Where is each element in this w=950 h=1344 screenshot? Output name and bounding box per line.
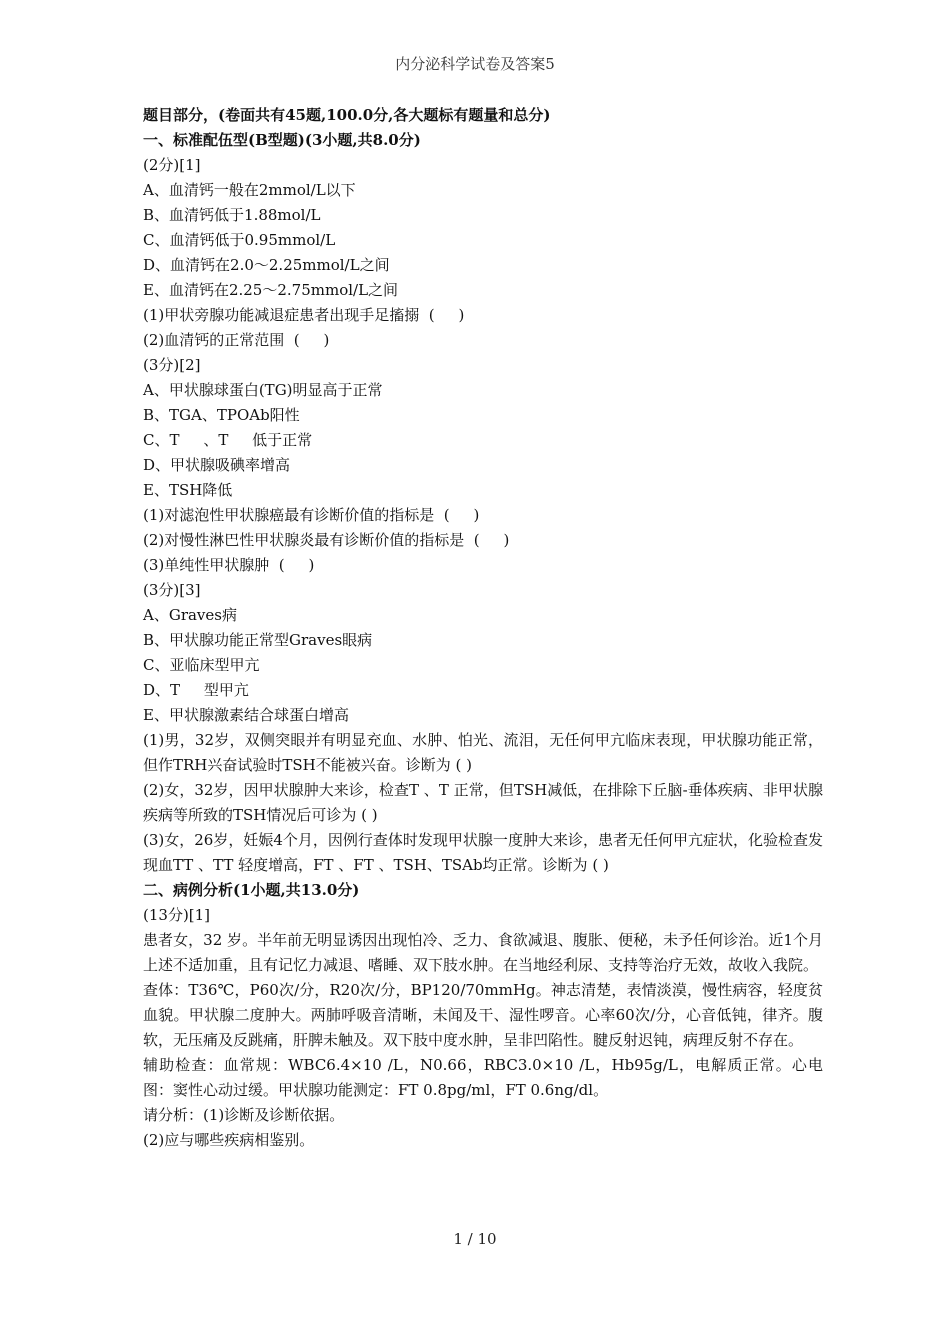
paragraph: (2)女，32岁，因甲状腺肿大来诊，检查T 、T 正常，但TSH减低，在排除下丘脑-垂体疾病、非甲状腺疾病等所致的TSH情况后可诊为 ( ) [143,781,823,824]
text-line: A、血清钙一般在2mmol/L以下 [143,181,356,199]
text-line: E、血清钙在2.25～2.75mmol/L之间 [143,281,399,299]
text-line: B、血清钙低于1.88mol/L [143,206,321,224]
text-line: B、TGA、TPOAb阳性 [143,406,300,424]
page-header: 内分泌科学试卷及答案5 [395,55,555,73]
text-line: (3分)[3] [143,581,201,599]
paragraph: (1)男，32岁，双侧突眼并有明显充血、水肿、怕光、流泪，无任何甲亢临床表现，甲状腺功能正常，但作TRH兴奋试验时TSH不能被兴奋。诊断为 ( ) [143,731,823,774]
text-line: E、TSH降低 [143,481,233,499]
text-line: (1)对滤泡性甲状腺癌最有诊断价值的指标是 ( ) [143,506,480,524]
paragraph: 患者女，32 岁。半年前无明显诱因出现怕冷、乏力、食欲减退、腹胀、便秘，未予任何诊治。近1个月上述不适加重，且有记忆力减退、嗜睡、双下肢水肿。在当地经利尿、支持等治疗无效，故收入我院。 [143,931,823,974]
text-line: (13分)[1] [143,906,211,924]
text-line: D、血清钙在2.0～2.25mmol/L之间 [143,256,390,274]
text-line: 请分析：(1)诊断及诊断依据。 [143,1106,345,1124]
section-heading: 二、病例分析(1小题,共13.0分) [143,881,360,899]
paragraph: 辅助检查：血常规：WBC6.4×10 /L，N0.66，RBC3.0×10 /L，Hb95g/L，电解质正常。心电图：窦性心动过缓。甲状腺功能测定：FT 0.8pg/ml，FT 0.6ng/dl。 [143,1056,823,1099]
text-line: (2)对慢性淋巴性甲状腺炎最有诊断价值的指标是 ( ) [143,531,510,549]
document-body [143,103,823,1153]
text-line: (1)甲状旁腺功能减退症患者出现手足搐搦 ( ) [143,306,465,324]
text-line: (2分)[1] [143,156,201,174]
section-heading: 一、标准配伍型(B型题)(3小题,共8.0分) [143,131,421,149]
text-line: (3)单纯性甲状腺肿 ( ) [143,556,315,574]
section-heading: 题目部分，(卷面共有45题,100.0分,各大题标有题量和总分) [143,106,551,124]
paragraph: (3)女，26岁，妊娠4个月，因例行查体时发现甲状腺一度肿大来诊，患者无任何甲亢症状，化验检查发现血TT 、TT 轻度增高，FT 、FT 、TSH、TSAb均正常。诊断为 ( ) [143,831,823,874]
text-line: C、亚临床型甲亢 [143,656,260,674]
text-line: (2)应与哪些疾病相鉴别。 [143,1131,315,1149]
text-line: E、甲状腺激素结合球蛋白增高 [143,706,349,724]
text-line: C、T 、T 低于正常 [143,431,313,449]
text-line: D、甲状腺吸碘率增高 [143,456,291,474]
text-line: A、Graves病 [143,606,237,624]
paragraph: 查体：T36℃，P60次/分，R20次/分，BP120/70mmHg。神志清楚，表情淡漠，慢性病容，轻度贫血貌。甲状腺二度肿大。两肺呼吸音清晰，未闻及干、湿性啰音。心率60次/分，心音低钝，律齐。腹软，无压痛及反跳痛，肝脾未触及。双下肢中度水肿，呈非凹陷性。腱反射迟钝，病理反射不存在。 [143,981,823,1049]
text-line: A、甲状腺球蛋白(TG)明显高于正常 [143,381,383,399]
text-line: D、T 型甲亢 [143,681,249,699]
page-number: 1 / 10 [453,1230,497,1248]
text-line: (2)血清钙的正常范围 ( ) [143,331,330,349]
text-line: B、甲状腺功能正常型Graves眼病 [143,631,373,649]
text-line: C、血清钙低于0.95mmol/L [143,231,336,249]
text-line: (3分)[2] [143,356,201,374]
